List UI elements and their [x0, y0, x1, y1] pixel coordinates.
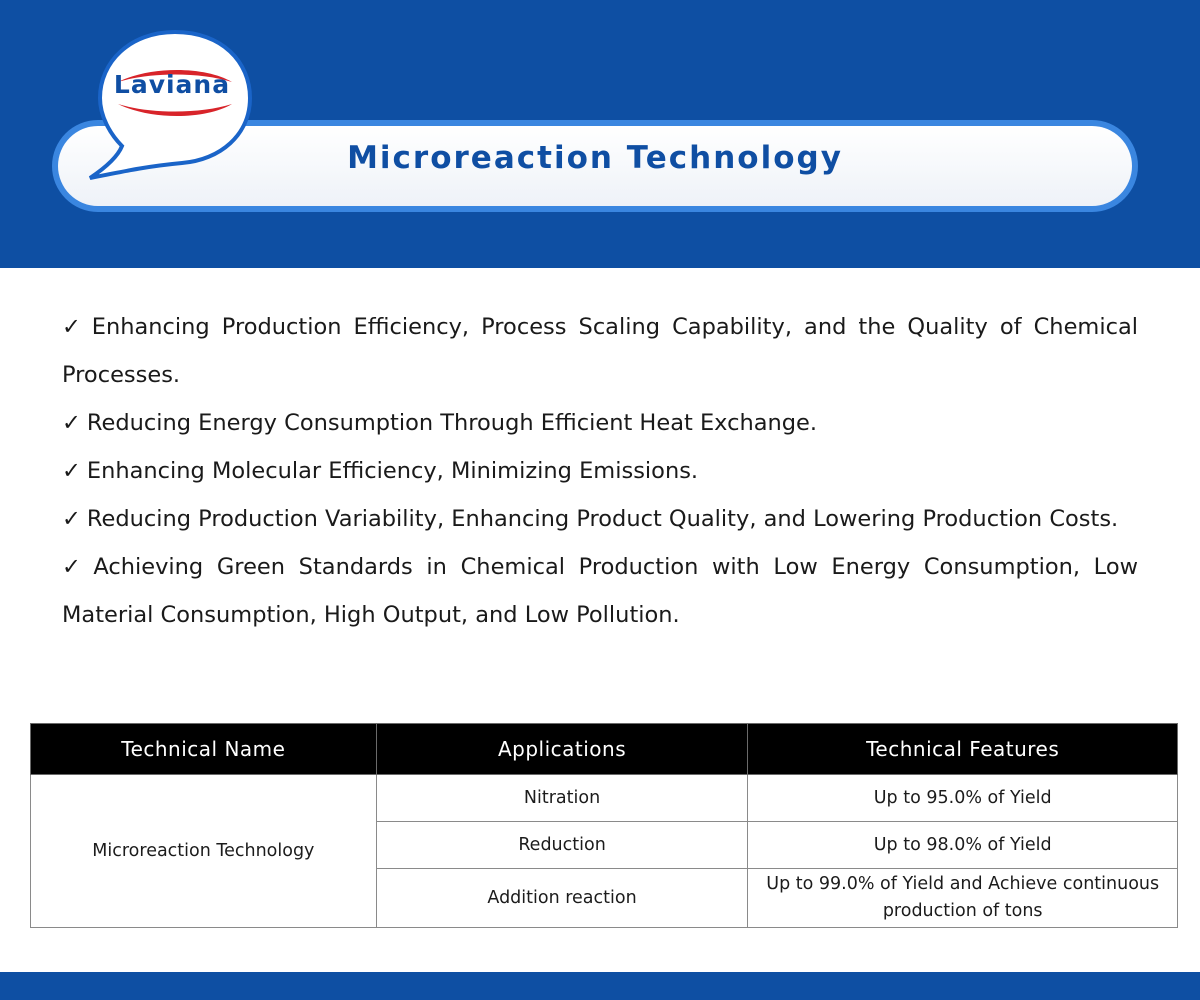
feature-item	[62, 399, 1138, 447]
table-row	[31, 775, 1178, 822]
check-icon: ✓	[62, 314, 86, 340]
feature-text: Reducing Energy Consumption Through Efficient Heat Exchange.	[86, 410, 818, 436]
feature-text: Reducing Production Variability, Enhancing Product Quality, and Lowering Production Costs.	[86, 506, 1119, 532]
feature-cell: Up to 95.0% of Yield	[748, 775, 1178, 822]
brand-logo: Laviana	[113, 70, 231, 99]
header-technical-name: Technical Name	[31, 724, 377, 775]
spec-table	[30, 723, 1178, 928]
feature-item	[62, 447, 1138, 495]
header-applications: Applications	[376, 724, 748, 775]
check-icon: ✓	[62, 410, 81, 436]
check-icon: ✓	[62, 506, 81, 532]
feature-text: Enhancing Molecular Efficiency, Minimizing Emissions.	[86, 458, 699, 484]
page-title: Microreaction Technology	[347, 140, 843, 176]
application-cell: Addition reaction	[376, 869, 748, 928]
feature-item	[62, 303, 1138, 399]
application-cell: Nitration	[376, 775, 748, 822]
title-banner-graphic	[0, 0, 1200, 268]
footer-bar	[0, 972, 1200, 1000]
feature-text: Enhancing Production Efficiency, Process Scaling Capability, and the Quality of Chemical Processes.	[62, 314, 1138, 388]
feature-cell: Up to 99.0% of Yield and Achieve continuous production of tons	[748, 869, 1178, 928]
feature-cell: Up to 98.0% of Yield	[748, 822, 1178, 869]
header-technical-features: Technical Features	[748, 724, 1178, 775]
feature-item	[62, 495, 1138, 543]
technical-name-cell: Microreaction Technology	[31, 775, 377, 928]
feature-item	[62, 543, 1138, 639]
check-icon: ✓	[62, 458, 81, 484]
feature-text: Achieving Green Standards in Chemical Production with Low Energy Consumption, Low Material Consumption, High Output, and Low Pollution.	[62, 554, 1138, 628]
feature-list	[62, 303, 1138, 639]
check-icon: ✓	[62, 554, 88, 580]
application-cell: Reduction	[376, 822, 748, 869]
table-header-row	[31, 724, 1178, 775]
